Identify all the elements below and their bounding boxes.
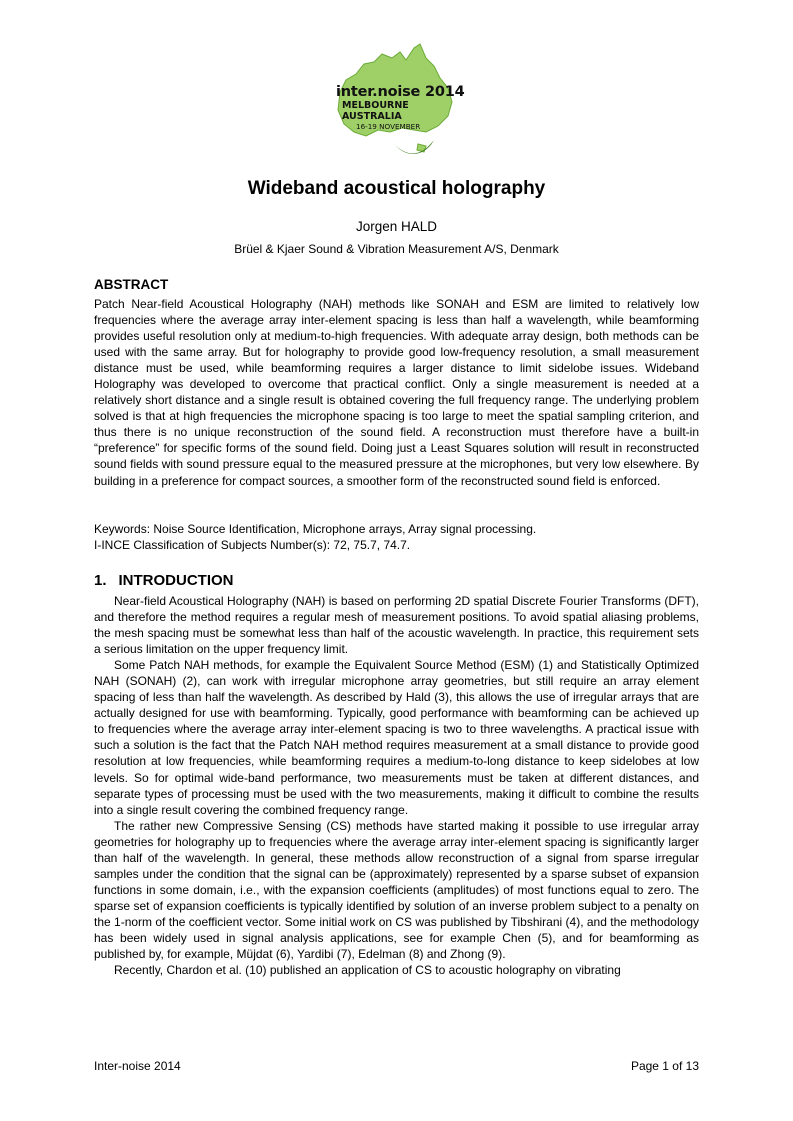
paragraph: Some Patch NAH methods, for example the Equivalent Source Method (ESM) (1) and Statistically Optimized NAH (SONAH) (2), can work with irregular microphone array geometries, but still require an array element spacing of less than half the wavelength. As described by Hald (3), this allows the use of irregular arrays that are actually designed for use with beamforming. Typically, good performance with beamforming can be achieved up to frequencies where the average array inter-element spacing is two to three wavelengths. A practical issue with such a solution is the fact that the Patch NAH method requires measurement at a small distance to provide good resolution at low frequencies, while beamforming requires a medium-to-long distance to keep sidelobes at low levels. So for optimal wide-band performance, two measurements must be taken at different distances, and separate types of processing must be used with the two measurements, making it difficult to combine the results into a single result covering the combined frequency range.: [94, 658, 699, 817]
classification: I-INCE Classification of Subjects Number(s): 72, 75.7, 74.7.: [94, 538, 411, 552]
logo-title: inter.noise 2014: [336, 84, 465, 100]
abstract-text: Patch Near-field Acoustical Holography (NAH) methods like SONAH and ESM are limited to relatively low frequencies where the average array inter-element spacing is less than half a wavelength, while beamforming provides useful resolution only at medium-to-high frequencies. With adequate array design, both methods can be used with the same array. But for holography to provide good low-frequency resolution, a small measurement distance must be used, while beamforming requires a larger distance to limit sidelobe issues. Wideband Holography was developed to overcome that practical conflict. Only a single measurement is needed at a relatively short distance and a single result is obtained covering the full frequency range. The underlying problem solved is that at high frequencies the microphone spacing is too large to meet the spatial sampling criterion, and thus there is no unique reconstruction of the sound field. A reconstruction must therefore have a built-in “preference” for specific forms of the sound field. Doing just a Least Squares solution will result in reconstructed sound fields with sound pressure equal to the measured pressure at the microphones, but very low elsewhere. By building in a preference for compact sources, a smoother form of the reconstructed sound field is enforced.: [94, 297, 699, 488]
keywords: Keywords: Noise Source Identification, Microphone arrays, Array signal processing.: [94, 522, 537, 536]
section-body: [94, 593, 699, 978]
paragraph: The rather new Compressive Sensing (CS) methods have started making it possible to use irregular array geometries for holography up to frequencies where the average array inter-element spacing is significantly larger than half of the wavelength. In general, these methods allow reconstruction of a signal from sparse irregular samples under the condition that the signal can be (approximately) represented by a sparse subset of expansion functions in some domain, i.e., with the expansion coefficients (amplitudes) of most functions equal to zero. The sparse set of expansion coefficients is typically identified by solution of an inverse problem subject to a penalty on the 1-norm of the coefficient vector. Some initial work on CS was published by Tibshirani (4), and the methodology has been widely used in signal analysis applications, see for example Chen (5), and for beamforming as published by, for example, Müjdat (6), Yardibi (7), Edelman (8) and Zhong (9).: [94, 818, 699, 962]
footer-conference: Inter-noise 2014: [94, 1059, 181, 1073]
author-affiliation: Brüel & Kjaer Sound & Vibration Measurement A/S, Denmark: [234, 242, 559, 256]
section-heading: [94, 572, 234, 589]
conference-logo: [322, 40, 465, 168]
logo-dates: 16-19 NOVEMBER: [356, 122, 421, 131]
author-name: Jorgen HALD: [355, 219, 438, 234]
paragraph: Recently, Chardon et al. (10) published an application of CS to acoustic holography on vibrating: [114, 963, 621, 978]
abstract-heading: ABSTRACT: [94, 277, 169, 292]
section-title: INTRODUCTION: [118, 572, 234, 589]
footer-page-number: Page 1 of 13: [630, 1059, 699, 1073]
section-number: 1.: [94, 572, 107, 589]
paragraph: Near-field Acoustical Holography (NAH) is based on performing 2D spatial Discrete Fourier Transforms (DFT), and therefore the method requires a regular mesh of measurement positions. To avoid spatial aliasing problems, the mesh spacing must be somewhat less than half of the acoustic wavelength. In practice, this requirement sets a serious limitation on the upper frequency limit.: [94, 594, 699, 657]
abstract-body: [94, 296, 699, 489]
paper-title: Wideband acoustical holography: [247, 178, 546, 199]
logo-location: MELBOURNE AUSTRALIA: [342, 100, 409, 122]
keywords-block: [94, 521, 699, 553]
